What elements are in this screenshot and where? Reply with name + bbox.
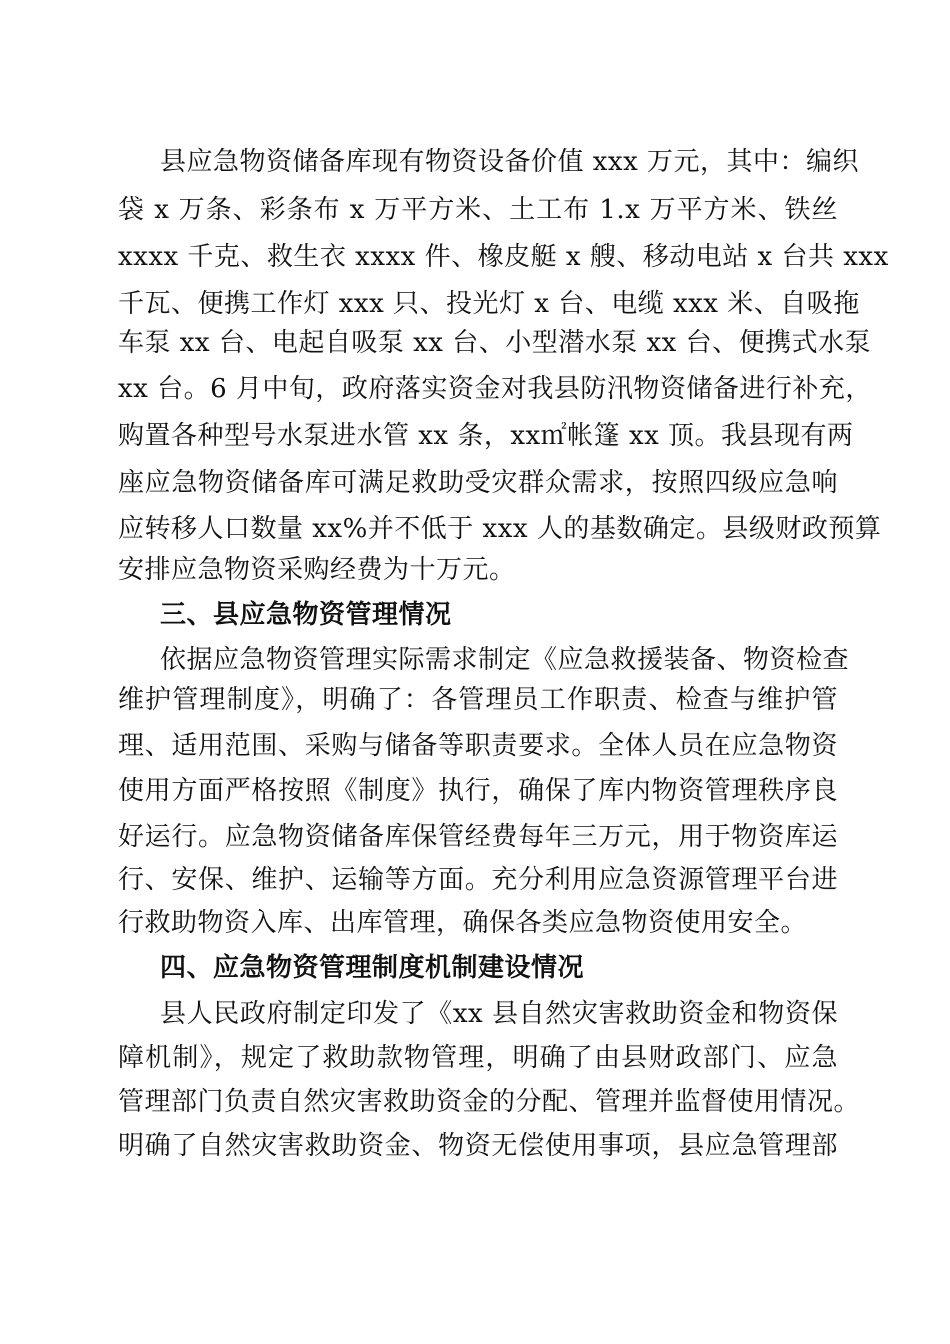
text-line: 好运行。应急物资储备库保管经费每年三万元，用于物资库运	[118, 822, 838, 852]
text-line: 千瓦、便携工作灯 xxx 只、投光灯 x 台、电缆 xxx 米、自吸拖	[118, 289, 860, 319]
text-line: xxxx 千克、救生衣 xxxx 件、橡皮艇 x 艘、移动电站 x 台共 xxx	[118, 242, 889, 272]
text-line: 车泵 xx 台、电起自吸泵 xx 台、小型潜水泵 xx 台、便携式水泵	[118, 328, 872, 358]
text-line: 袋 x 万条、彩条布 x 万平方米、土工布 1.x 万平方米、铁丝	[118, 195, 838, 225]
text-line: 管理部门负责自然灾害救助资金的分配、管理并监督使用情况。	[118, 1087, 861, 1117]
text-line: 县应急物资储备库现有物资设备价值 xxx 万元，其中：编织	[160, 147, 860, 177]
section-heading-4: 四、应急物资管理制度机制建设情况	[160, 953, 585, 983]
text-line: 使用方面严格按照《制度》执行，确保了库内物资管理秩序良	[118, 776, 838, 806]
text-line: 行、安保、维护、运输等方面。充分利用应急资源管理平台进	[118, 865, 838, 895]
text-line: 行救助物资入库、出库管理，确保各类应急物资使用安全。	[118, 908, 808, 938]
text-line: 明确了自然灾害救助资金、物资无偿使用事项，县应急管理部	[118, 1131, 838, 1161]
text-line: 座应急物资储备库可满足救助受灾群众需求，按照四级应急响	[118, 468, 838, 498]
text-line: 障机制》，规定了救助款物管理，明确了由县财政部门、应急	[118, 1043, 838, 1073]
text-line: 依据应急物资管理实际需求制定《应急救援装备、物资检查	[160, 645, 850, 675]
text-line: 县人民政府制定印发了《xx 县自然灾害救助资金和物资保	[160, 999, 838, 1029]
text-line: 应转移人口数量 xx%并不低于 xxx 人的基数确定。县级财政预算	[118, 514, 882, 544]
text-line: 购置各种型号水泵进水管 xx 条，xx㎡帐篷 xx 顶。我县现有两	[118, 421, 854, 451]
text-line: 安排应急物资采购经费为十万元。	[118, 555, 516, 585]
text-line: 维护管理制度》，明确了：各管理员工作职责、检查与维护管	[118, 685, 838, 715]
section-heading-3: 三、县应急物资管理情况	[160, 600, 452, 630]
text-line: xx 台。6 月中旬，政府落实资金对我县防汛物资储备进行补充，	[118, 374, 872, 404]
text-line: 理、适用范围、采购与储备等职责要求。全体人员在应急物资	[118, 731, 838, 761]
